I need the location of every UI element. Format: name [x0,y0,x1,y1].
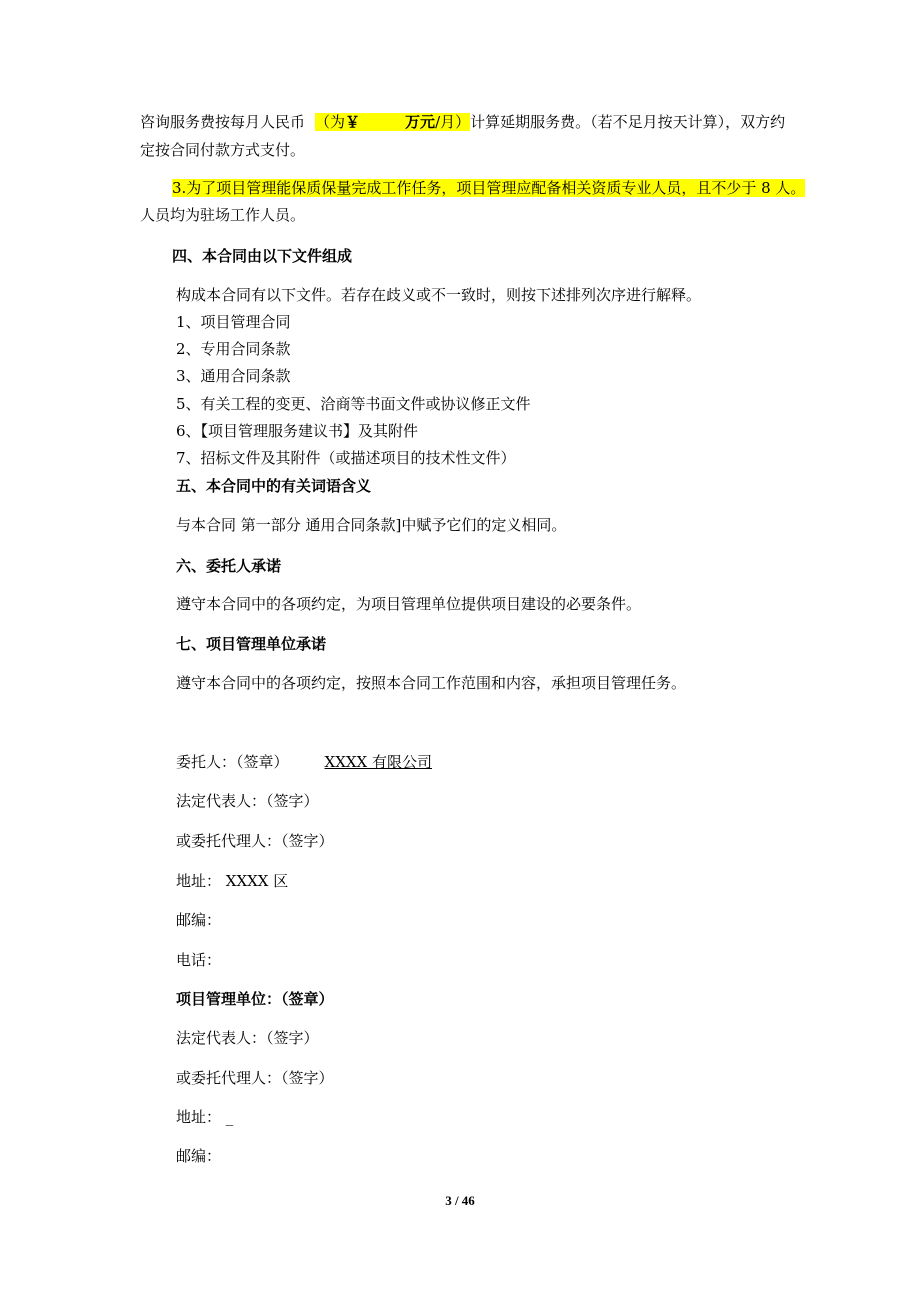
staff-paragraph-line-2: 人员均为驻场工作人员。 [140,206,306,224]
staff-paragraph-line-1 [172,178,805,198]
section-7-heading: 七、项目管理单位承诺 [176,635,327,653]
list-item: 3、通用合同条款 [176,367,291,385]
client-postcode: 邮编： [176,911,222,929]
pm-unit-legal-rep: 法定代表人：（签字） [176,1029,319,1047]
fee-per-month: /月） [435,113,471,131]
fee-amount-blank [360,113,405,131]
list-item: 1、项目管理合同 [176,313,291,331]
client-label: 委托人：（签章） [176,753,289,771]
fee-text-prefix: 咨询服务费按每月人民币 [140,113,306,131]
section-6-text: 遵守本合同中的各项约定，为项目管理单位提供项目建设的必要条件。 [176,595,642,613]
section-4-heading: 四、本合同由以下文件组成 [172,247,353,265]
client-agent: 或委托代理人：（签字） [176,832,334,850]
staff-requirement-highlight: 3.为了项目管理能保质保量完成工作任务，项目管理应配备相关资质专业人员，且不少于 8 人。 [172,179,806,197]
client-signature-line [176,752,432,772]
fee-highlight [315,113,470,131]
client-company: XXXX 有限公司 [324,753,432,771]
fee-paragraph-line-1 [140,112,785,132]
pm-unit-postcode: 邮编： [176,1147,222,1165]
list-item: 7、招标文件及其附件（或描述项目的技术性文件） [176,449,516,467]
client-phone: 电话： [176,951,222,969]
client-address: 地址： XXXX 区 [176,872,289,890]
pm-unit-address: 地址： _ [176,1108,234,1126]
yen-symbol: ￥ [345,113,361,131]
page-number: 3 / 46 [445,1193,475,1208]
list-item: 5、有关工程的变更、洽商等书面文件或协议修正文件 [176,395,531,413]
section-5-text: 与本合同 第一部分 通用合同条款]中赋予它们的定义相同。 [176,516,567,534]
pm-unit-label: 项目管理单位：（签章） [176,990,334,1008]
fee-highlight-open: （为 [315,113,346,131]
fee-paragraph-line-2: 定按合同付款方式支付。 [140,141,306,159]
list-item: 2、专用合同条款 [176,340,291,358]
section-4-intro: 构成本合同有以下文件。若存在歧义或不一致时，则按下述排列次序进行解释。 [176,286,702,304]
section-6-heading: 六、委托人承诺 [176,557,282,575]
client-legal-rep: 法定代表人：（签字） [176,792,319,810]
fee-unit: 万元 [405,113,436,131]
section-7-text: 遵守本合同中的各项约定，按照本合同工作范围和内容，承担项目管理任务。 [176,674,687,692]
list-item: 6、【项目管理服务建议书】及其附件 [176,422,419,440]
pm-unit-agent: 或委托代理人：（签字） [176,1069,334,1087]
fee-text-suffix: 计算延期服务费。（若不足月按天计算），双方约 [470,113,786,131]
section-5-heading: 五、本合同中的有关词语含义 [176,477,372,495]
